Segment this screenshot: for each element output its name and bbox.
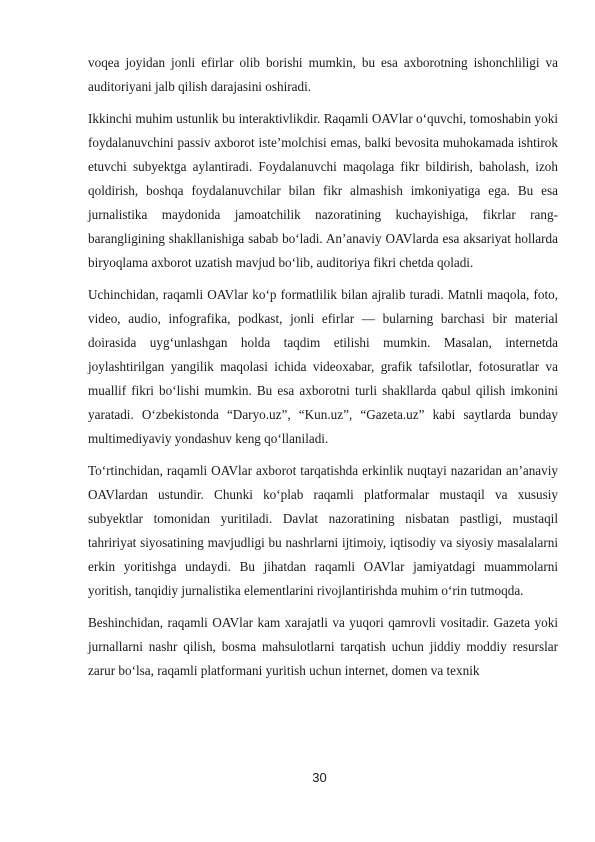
paragraph-2: Ikkinchi muhim ustunlik bu interaktivlikdir. Raqamli OAVlar o‘quvchi, tomoshabin yoki foydalanuvchini passiv axborot iste’molchisi emas, balki bevosita muhokamada ishtirok etuvchi subyektga aylantiradi. Foydalanuvchi maqolaga fikr bildirish, baholash, izoh qoldirish, boshqa foydalanuvchilar bilan fikr almashish imkoniyatiga ega. Bu esa jurnalistika maydonida jamoatchilik nazoratining kuchayishiga, fikrlar rang-barangligining shakllanishiga sabab bo‘ladi. An’anaviy OAVlarda esa aksariyat hollarda biryoqlama axborot uzatish mavjud bo‘lib, auditoriya fikri chetda qoladi. <box>88 111 558 270</box>
paragraph-3: Uchinchidan, raqamli OAVlar ko‘p formatlilik bilan ajralib turadi. Matnli maqola, foto, video, audio, infografika, podkast, jonli efirlar — bularning barchasi bir material doirasida uyg‘unlashgan holda taqdim etilishi mumkin. Masalan, internetda joylashtirilgan yangilik maqolasi ichida videoxabar, grafik tafsilotlar, fotosuratlar va muallif fikri bo‘lishi mumkin. Bu esa axborotni turli shakllarda qabul qilish imkonini yaratadi. O‘zbekistonda “Daryo.uz”, “Kun.uz”, “Gazeta.uz” kabi saytlarda bunday multimediyaviy yondashuv keng qo‘llaniladi. <box>88 287 558 446</box>
paragraph-1: voqea joyidan jonli efirlar olib borishi mumkin, bu esa axborotning ishonchliligi va auditoriyani jalb qilish darajasini oshiradi. <box>88 55 558 94</box>
paragraph-4: To‘rtinchidan, raqamli OAVlar axborot tarqatishda erkinlik nuqtayi nazaridan an’anaviy OAVlardan ustundir. Chunki ko‘plab raqamli platformalar mustaqil va xususiy subyektlar tomonidan yuritiladi. Davlat nazoratining nisbatan pastligi, mustaqil tahririyat siyosatining mavjudligi bu nashrlarni ijtimoiy, iqtisodiy va siyosiy masalalarni erkin yoritishga undaydi. Bu jihatdan raqamli OAVlar jamiyatdagi muammolarni yoritish, tanqidiy jurnalistika elementlarini rivojlantirishda muhim o‘rin tutmoqda. <box>88 463 558 598</box>
paragraph-5: Beshinchidan, raqamli OAVlar kam xarajatli va yuqori qamrovli vositadir. Gazeta yoki jurnallarni nashr qilish, bosma mahsulotlarni tarqatish uchun jiddiy moddiy resurslar zarur bo‘lsa, raqamli platformani yuritish uchun internet, domen va texnik <box>88 615 558 678</box>
page-number: 30 <box>312 770 327 785</box>
document-body <box>88 51 558 683</box>
